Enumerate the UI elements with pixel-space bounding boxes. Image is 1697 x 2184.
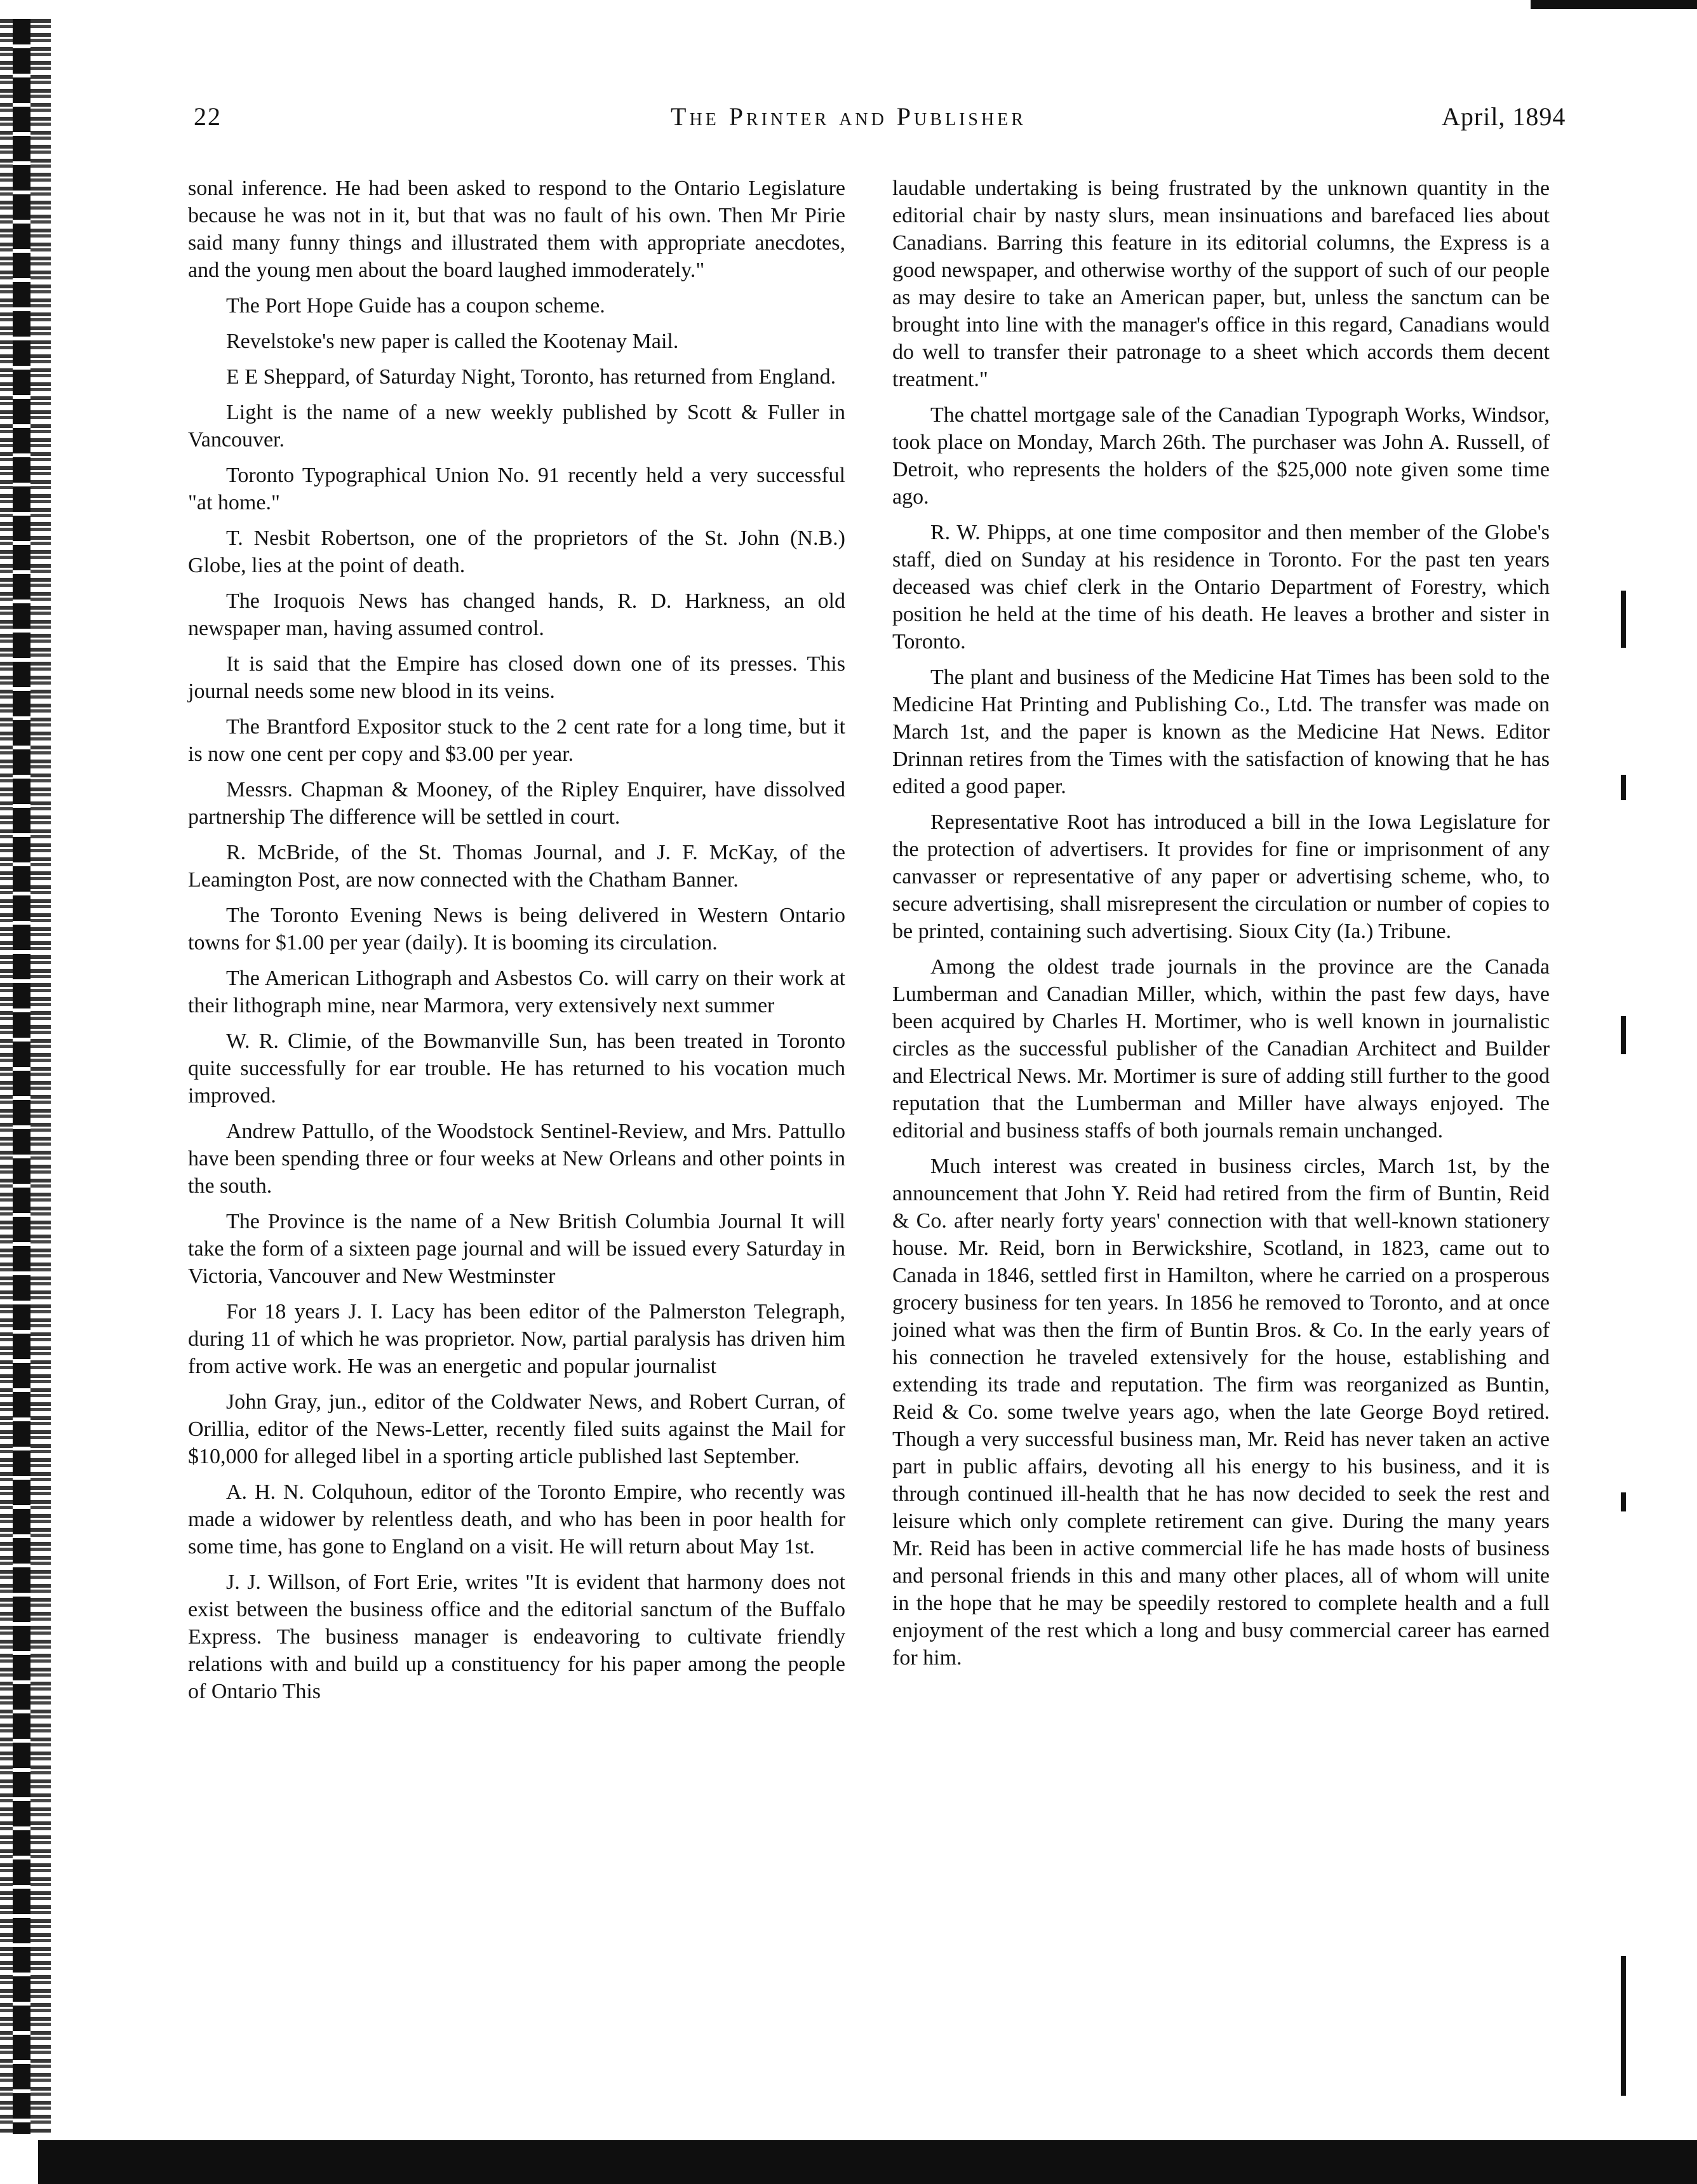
paragraph: The Toronto Evening News is being delivered in Western Ontario towns for $1.00 per year (daily). It is booming its circulation. [188, 904, 845, 955]
paragraph: R. W. Phipps, at one time compositor and then member of the Globe's staff, died on Sunday at his residence in Toronto. For the past ten years deceased was chief clerk in the Ontario Department of Forestry, which position he held at the time of his death. He leaves a brother and sister in Toronto. [892, 521, 1550, 653]
paragraph: The Province is the name of a New British Columbia Journal It will take the form of a sixteen page journal and will be issued every Saturday in Victoria, Vancouver and New Westminster [188, 1210, 845, 1288]
issue-date: April, 1894 [1442, 102, 1566, 131]
paragraph: Messrs. Chapman & Mooney, of the Ripley Enquirer, have dissolved partnership The difference will be settled in court. [188, 778, 845, 829]
paragraph: Toronto Typographical Union No. 91 recently held a very successful "at home." [188, 464, 845, 514]
paragraph: The American Lithograph and Asbestos Co. will carry on their work at their lithograph mine, near Marmora, very extensively next summer [188, 967, 845, 1017]
bottom-scan-edge [38, 2140, 1697, 2184]
paragraph: Andrew Pattullo, of the Woodstock Sentinel-Review, and Mrs. Pattullo have been spending three or four weeks at New Orleans and other points in the south. [188, 1120, 845, 1198]
paragraph: laudable undertaking is being frustrated by the unknown quantity in the editorial chair by nasty slurs, mean insinuations and barefaced lies about Canadians. Barring this feature in its editorial columns, the Express is a good newspaper, and otherwise worthy of the support of such of our people as may desire to take an American paper, but, unless the sanctum can be brought into line with the manager's office in this regard, Canadians would do well to transfer their patronage to a sheet which accords them decent treatment." [892, 177, 1550, 391]
paragraph: sonal inference. He had been asked to respond to the Ontario Legislature because he was not in it, but that was no fault of his own. Then Mr Pirie said many funny things and illustrated them with appropriate anecdotes, and the young men about the board laughed immoderately." [188, 177, 845, 282]
binding-edge-inner [13, 19, 30, 2134]
paragraph: The plant and business of the Medicine Hat Times has been sold to the Medicine Hat Printing and Publishing Co., Ltd. The transfer was made on March 1st, and the paper is known as the Medicine Hat News. Editor Drinnan retires from the Times with the satisfaction of knowing that he has edited a good paper. [892, 666, 1550, 798]
margin-mark [1621, 1492, 1626, 1511]
left-column [188, 175, 845, 1713]
margin-mark [1621, 1956, 1626, 2096]
paragraph: The Iroquois News has changed hands, R. D. Harkness, an old newspaper man, having assumed control. [188, 589, 845, 640]
paragraph: T. Nesbit Robertson, one of the proprietors of the St. John (N.B.) Globe, lies at the point of death. [188, 526, 845, 577]
paragraph: Much interest was created in business circles, March 1st, by the announcement that John Y. Reid had retired from the firm of Buntin, Reid & Co. after nearly forty years' connection with that well-known stationery house. Mr. Reid, born in Berwickshire, Scotland, in 1823, came out to Canada in 1846, settled first in Hamilton, where he carried on a prosperous grocery business for ten years. In 1856 he removed to Toronto, and at once joined what was then the firm of Buntin Bros. & Co. In the early years of his connection he traveled extensively for the house, establishing and extending its trade and reputation. The firm was reorganized as Buntin, Reid & Co. some twelve years ago, when the late George Boyd retired. Though a very successful business man, Mr. Reid has never taken an active part in public affairs, devoting all his energy to his business, and it is through continued ill-health that he has now decided to seek the rest and leisure which only complete retirement can give. During the many years Mr. Reid has been in active commercial life he has made hosts of business and personal friends in this and many other places, all of whom will unite in the hope that he may be speedily restored to complete health and a full enjoyment of the rest which a long and busy commercial career has earned for him. [892, 1155, 1550, 1670]
publication-title: The Printer and Publisher [671, 102, 1026, 131]
margin-mark [1621, 775, 1626, 800]
right-margin-marks [1621, 572, 1628, 2159]
paragraph: Representative Root has introduced a bill in the Iowa Legislature for the protection of advertisers. It provides for fine or imprisonment of any canvasser or representative of any paper or advertising scheme, who, to secure advertising, shall misrepresent the circulation or number of copies to be printed, containing such advertising. Sioux City (Ia.) Tribune. [892, 810, 1550, 943]
page-number: 22 [194, 102, 222, 131]
running-head [0, 102, 1697, 140]
paragraph: It is said that the Empire has closed down one of its presses. This journal needs some new blood in its veins. [188, 652, 845, 703]
top-edge-rule [1531, 0, 1697, 9]
paragraph: A. H. N. Colquhoun, editor of the Toronto Empire, who recently was made a widower by relentless death, and who has been in poor health for some time, has gone to England on a visit. He will return about May 1st. [188, 1480, 845, 1558]
margin-mark [1621, 1016, 1626, 1054]
paragraph: W. R. Climie, of the Bowmanville Sun, has been treated in Toronto quite successfully for ear trouble. He has returned to his vocation much improved. [188, 1029, 845, 1108]
paragraph: The chattel mortgage sale of the Canadian Typograph Works, Windsor, took place on Monday, March 26th. The purchaser was John A. Russell, of Detroit, who represents the holders of the $25,000 note given some time ago. [892, 403, 1550, 509]
paragraph: E E Sheppard, of Saturday Night, Toronto, has returned from England. [226, 365, 836, 389]
right-column [892, 175, 1550, 1680]
paragraph: Among the oldest trade journals in the province are the Canada Lumberman and Canadian Miller, which, within the past few days, have been acquired by Charles H. Mortimer, who is well known in journalistic circles as the successful publisher of the Canadian Architect and Builder and Electrical News. Mr. Mortimer is sure of adding still further to the good reputation that the Lumberman and Miller have always enjoyed. The editorial and business staffs of both journals remain unchanged. [892, 955, 1550, 1142]
paragraph: The Brantford Expositor stuck to the 2 cent rate for a long time, but it is now one cent per copy and $3.00 per year. [188, 715, 845, 766]
paragraph: R. McBride, of the St. Thomas Journal, and J. F. McKay, of the Leamington Post, are now connected with the Chatham Banner. [188, 841, 845, 892]
paragraph: Light is the name of a new weekly published by Scott & Fuller in Vancouver. [188, 401, 845, 452]
paragraph: John Gray, jun., editor of the Coldwater News, and Robert Curran, of Orillia, editor of the News-Letter, recently filed suits against the Mail for $10,000 for alleged libel in a sporting article published last September. [188, 1390, 845, 1468]
margin-mark [1621, 591, 1626, 648]
paragraph: J. J. Willson, of Fort Erie, writes "It is evident that harmony does not exist between the business office and the editorial sanctum of the Buffalo Express. The business manager is endeavoring to cultivate friendly relations with and build up a constituency for his paper among the people of Ontario This [188, 1571, 845, 1703]
paragraph: The Port Hope Guide has a coupon scheme. [226, 294, 605, 318]
paragraph: Revelstoke's new paper is called the Kootenay Mail. [226, 330, 679, 353]
paragraph: For 18 years J. I. Lacy has been editor of the Palmerston Telegraph, during 11 of which he was proprietor. Now, partial paralysis has driven him from active work. He was an energetic and popular journalist [188, 1300, 845, 1378]
